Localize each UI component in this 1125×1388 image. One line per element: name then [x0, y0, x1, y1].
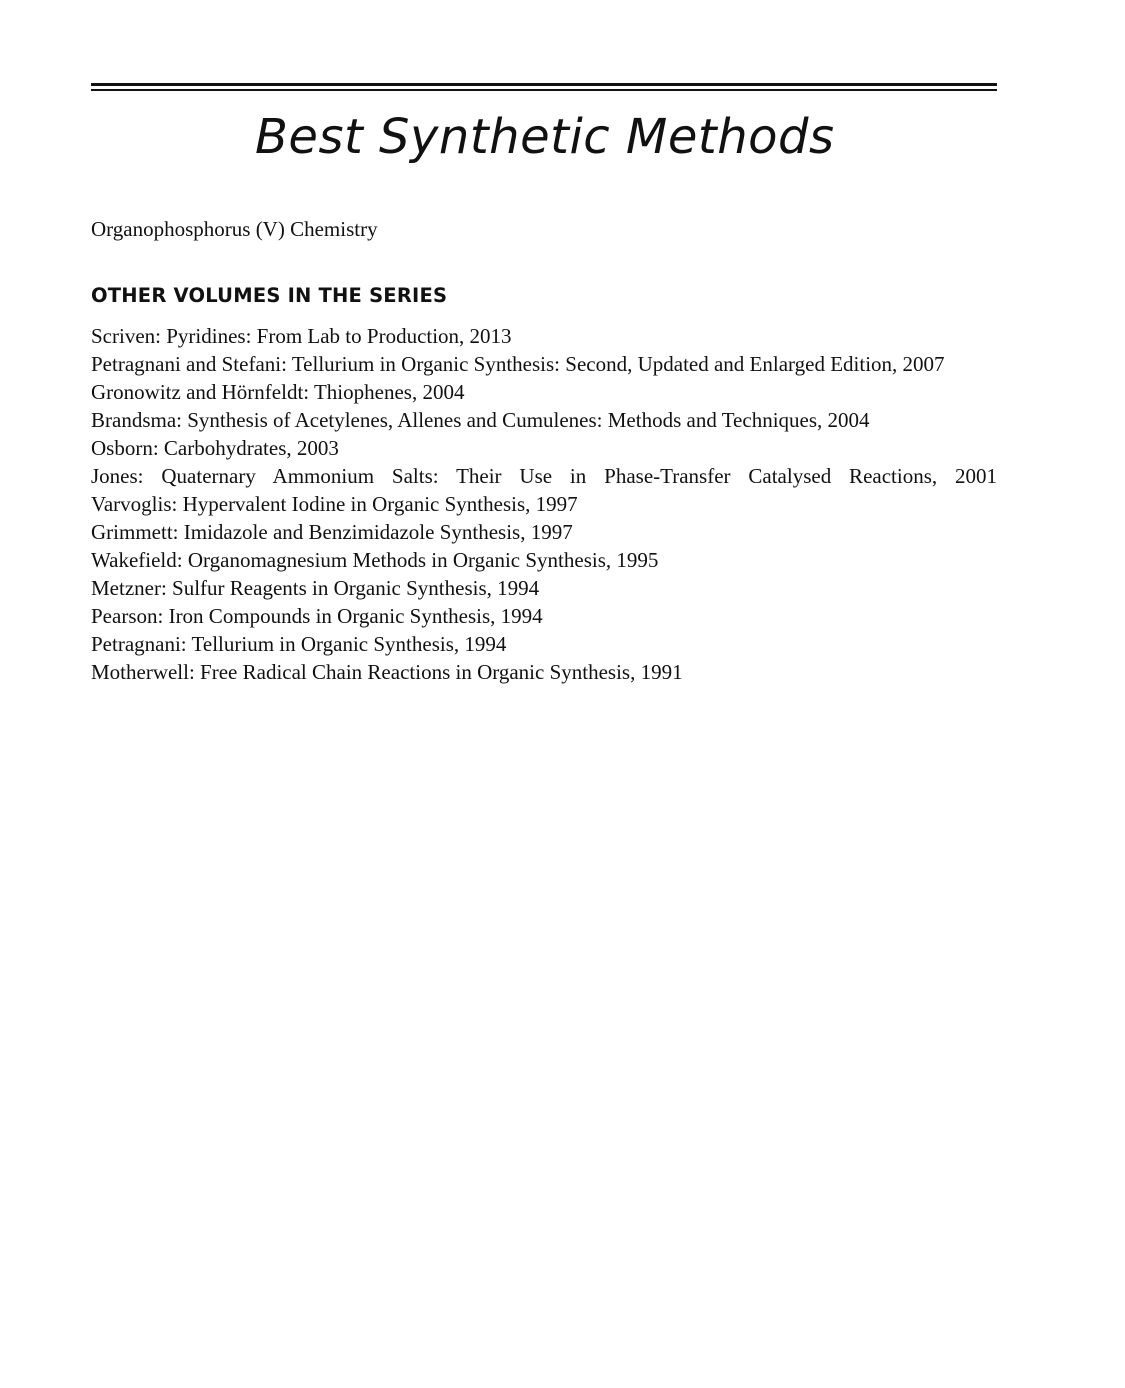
volume-item: Grimmett: Imidazole and Benzimidazole Synthesis, 1997	[91, 520, 573, 544]
volume-item: Pearson: Iron Compounds in Organic Synthesis, 1994	[91, 604, 543, 628]
volume-item: Scriven: Pyridines: From Lab to Production, 2013	[91, 324, 512, 348]
top-rule-thick	[91, 83, 997, 86]
volume-item: Jones: Quaternary Ammonium Salts: Their Use in Phase-Transfer Catalysed Reactions, 2001	[91, 464, 997, 488]
other-volumes-list	[91, 322, 997, 686]
volume-item: Brandsma: Synthesis of Acetylenes, Allenes and Cumulenes: Methods and Techniques, 2004	[91, 408, 870, 432]
volume-item: Petragnani and Stefani: Tellurium in Organic Synthesis: Second, Updated and Enlarged Edition, 2007	[91, 352, 945, 376]
book-title: Organophosphorus (V) Chemistry	[91, 217, 378, 241]
other-volumes-heading: OTHER VOLUMES IN THE SERIES	[91, 284, 448, 307]
volume-item: Wakefield: Organomagnesium Methods in Organic Synthesis, 1995	[91, 548, 659, 572]
top-rule-thin	[91, 89, 997, 91]
volume-item: Metzner: Sulfur Reagents in Organic Synthesis, 1994	[91, 576, 540, 600]
volume-item: Motherwell: Free Radical Chain Reactions in Organic Synthesis, 1991	[91, 660, 683, 684]
volume-item: Osborn: Carbohydrates, 2003	[91, 436, 339, 460]
volume-item: Varvoglis: Hypervalent Iodine in Organic Synthesis, 1997	[91, 492, 578, 516]
series-title: Best Synthetic Methods	[255, 109, 835, 165]
volume-item: Petragnani: Tellurium in Organic Synthesis, 1994	[91, 632, 507, 656]
volume-item: Gronowitz and Hörnfeldt: Thiophenes, 2004	[91, 380, 465, 404]
page	[91, 83, 997, 686]
